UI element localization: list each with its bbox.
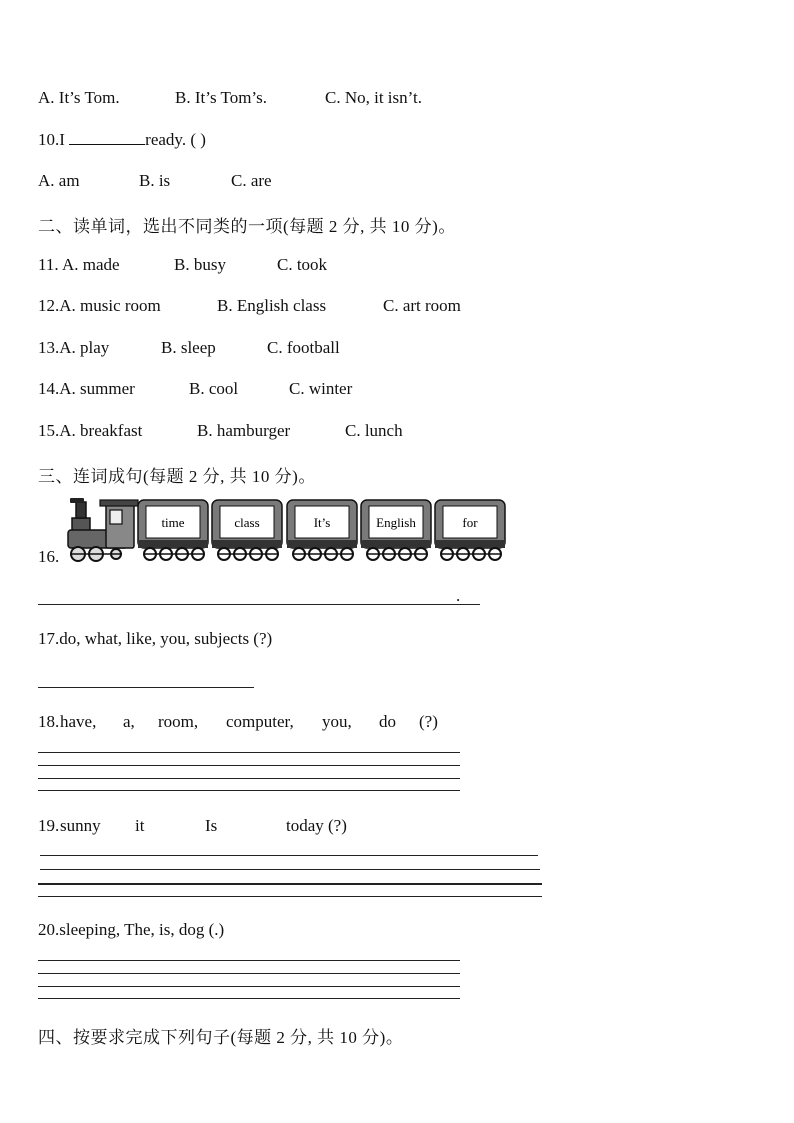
q9-option-b: B. It’s Tom’s. — [175, 88, 268, 107]
section-2-title: 二、读单词，选出不同类的一项(每题 2 分, 共 10 分)。 — [38, 217, 456, 236]
q18-word-4: computer, — [226, 712, 294, 731]
question-19-number: 19. — [38, 816, 60, 835]
q16-end-mark: . — [456, 586, 461, 605]
train-car-1 — [138, 500, 208, 560]
question-20: 20.sleeping, The, is, dog (.) — [38, 920, 225, 939]
q19-word-2: it — [135, 816, 145, 835]
q12-option-b: B. English class — [217, 296, 327, 315]
q14-option-b: B. cool — [189, 379, 239, 398]
q18-answer-line-1[interactable] — [38, 752, 460, 753]
q10-option-c: C. are — [231, 171, 272, 190]
answer-blank[interactable] — [69, 130, 145, 145]
q11-option-c: C. took — [277, 255, 328, 274]
question-17: 17.do, what, like, you, subjects (?) — [38, 629, 273, 648]
train-car-2 — [212, 500, 282, 560]
q18-word-3: room, — [158, 712, 199, 731]
locomotive-icon — [68, 498, 138, 561]
q17-answer-line[interactable] — [38, 687, 254, 688]
q11-option-b: B. busy — [174, 255, 226, 274]
q15-option-b: B. hamburger — [197, 421, 291, 440]
q20-answer-line-2[interactable] — [38, 973, 460, 974]
q18-answer-line-2[interactable] — [38, 765, 460, 766]
q19-answer-line-2[interactable] — [40, 869, 540, 870]
q9-option-c: C. No, it isn’t. — [325, 88, 422, 107]
q19-word-1: sunny — [60, 816, 101, 835]
q19-answer-line-1[interactable] — [40, 855, 538, 856]
question-number: 10. — [38, 130, 60, 149]
train-word-3: It’s — [313, 515, 331, 530]
q20-answer-line-3[interactable] — [38, 986, 460, 987]
train-word-4: English — [376, 515, 416, 530]
question-12: 12.A. music room — [38, 296, 161, 315]
train-word-5: for — [462, 515, 478, 530]
section-4-title: 四、按要求完成下列句子(每题 2 分, 共 10 分)。 — [38, 1028, 404, 1047]
q19-answer-line-3[interactable] — [38, 883, 542, 885]
section-3-title: 三、连词成句(每题 2 分, 共 10 分)。 — [38, 467, 316, 486]
q18-word-2: a, — [123, 712, 135, 731]
question-15: 15.A. breakfast — [38, 421, 143, 440]
q13-option-b: B. sleep — [161, 338, 216, 357]
question-10: 10.I ready. ( ) — [38, 130, 206, 149]
question-18-number: 18. — [38, 712, 60, 731]
q18-answer-line-3[interactable] — [38, 778, 460, 779]
q12-option-c: C. art room — [383, 296, 461, 315]
q14-option-c: C. winter — [289, 379, 353, 398]
question-13: 13.A. play — [38, 338, 110, 357]
q19-answer-line-4[interactable] — [38, 896, 542, 897]
q16-answer-line[interactable] — [38, 604, 480, 605]
q19-word-3: Is — [205, 816, 218, 835]
q18-answer-line-4[interactable] — [38, 790, 460, 791]
q19-word-4: today (?) — [286, 816, 347, 835]
question-11: 11. A. made — [38, 255, 120, 274]
q13-option-c: C. football — [267, 338, 340, 357]
q18-word-1: have, — [60, 712, 97, 731]
q18-word-6: do — [379, 712, 396, 731]
train-illustration — [62, 496, 512, 566]
train-car-4 — [361, 500, 431, 560]
q9-option-a: A. It’s Tom. — [38, 88, 120, 107]
q20-answer-line-1[interactable] — [38, 960, 460, 961]
question-14: 14.A. summer — [38, 379, 135, 398]
q10-option-a: A. am — [38, 171, 80, 190]
q18-word-5: you, — [322, 712, 352, 731]
train-car-3 — [287, 500, 357, 560]
q15-option-c: C. lunch — [345, 421, 403, 440]
q10-option-b: B. is — [139, 171, 171, 190]
q18-word-7: (?) — [419, 712, 438, 731]
train-word-1: time — [161, 515, 185, 530]
question-16-number: 16. — [38, 547, 60, 566]
train-word-2: class — [234, 515, 260, 530]
q20-answer-line-4[interactable] — [38, 998, 460, 999]
train-car-5 — [435, 500, 505, 560]
